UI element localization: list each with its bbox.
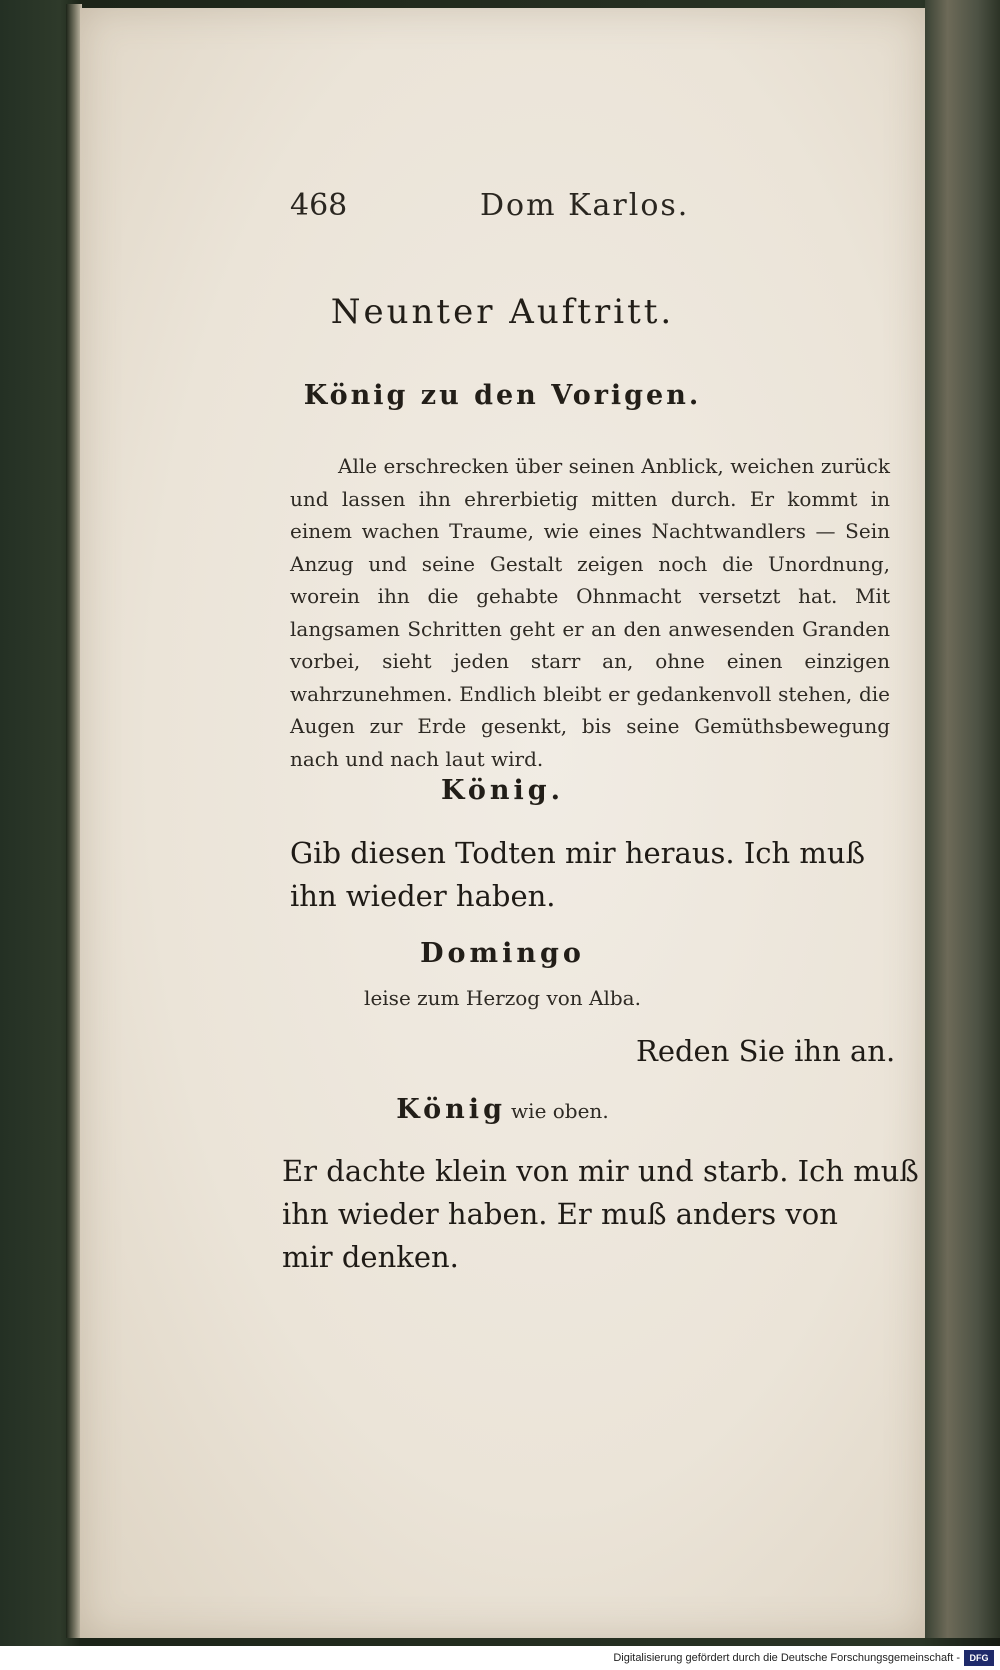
- running-head: [290, 188, 720, 238]
- book-page: [80, 8, 925, 1638]
- speech-line: Er dachte klein von mir und starb. Ich muß: [282, 1154, 919, 1188]
- inline-direction: wie oben.: [511, 1099, 609, 1123]
- scene-title: Neunter Auftritt.: [330, 292, 675, 332]
- speech-line: mir denken.: [282, 1240, 459, 1274]
- inline-direction: leise zum Herzog von Alba.: [364, 986, 641, 1010]
- speech-line: Reden Sie ihn an.: [636, 1034, 896, 1068]
- speech-line: Gib diesen Todten mir heraus. Ich muß: [290, 836, 865, 870]
- scene-subtitle: König zu den Vorigen.: [303, 380, 702, 411]
- stage-direction: Alle erschrecken über seinen Anblick, weichen zurück und lassen ihn ehrerbietig mitten durch. Er kommt in einem wachen Traume, wie eines Nachtwandlers — Sein Anzug und seine Gestalt zeigen noch die Unordnung, worein ihn die gehabte Ohnmacht versetzt hat. Mit langsamen Schritten geht er an den anwesenden Granden vorbei, sieht jeden starr an, ohne einen einzigen wahrzunehmen. Endlich bleibt er gedankenvoll stehen, die Augen zur Erde gesenkt, bis seine Gemüthsbewegung nach und nach laut wird.: [290, 454, 890, 771]
- dfg-logo-icon: DFG: [964, 1650, 994, 1666]
- footer-credit: Digitalisierung gefördert durch die Deutsche Forschungsgemeinschaft -: [613, 1652, 960, 1664]
- speaker-koenig-1: König.: [440, 775, 565, 806]
- speech-line: ihn wieder haben. Er muß anders von: [282, 1197, 838, 1231]
- speech-line: ihn wieder haben.: [290, 879, 556, 913]
- page-edge: [925, 0, 1000, 1638]
- running-title: Dom Karlos.: [480, 188, 690, 223]
- speaker-koenig-2: König: [396, 1094, 506, 1125]
- speaker-domingo: Domingo: [420, 938, 585, 969]
- page-number: 468: [290, 188, 348, 223]
- speaker-koenig-2-row: [80, 1094, 925, 1125]
